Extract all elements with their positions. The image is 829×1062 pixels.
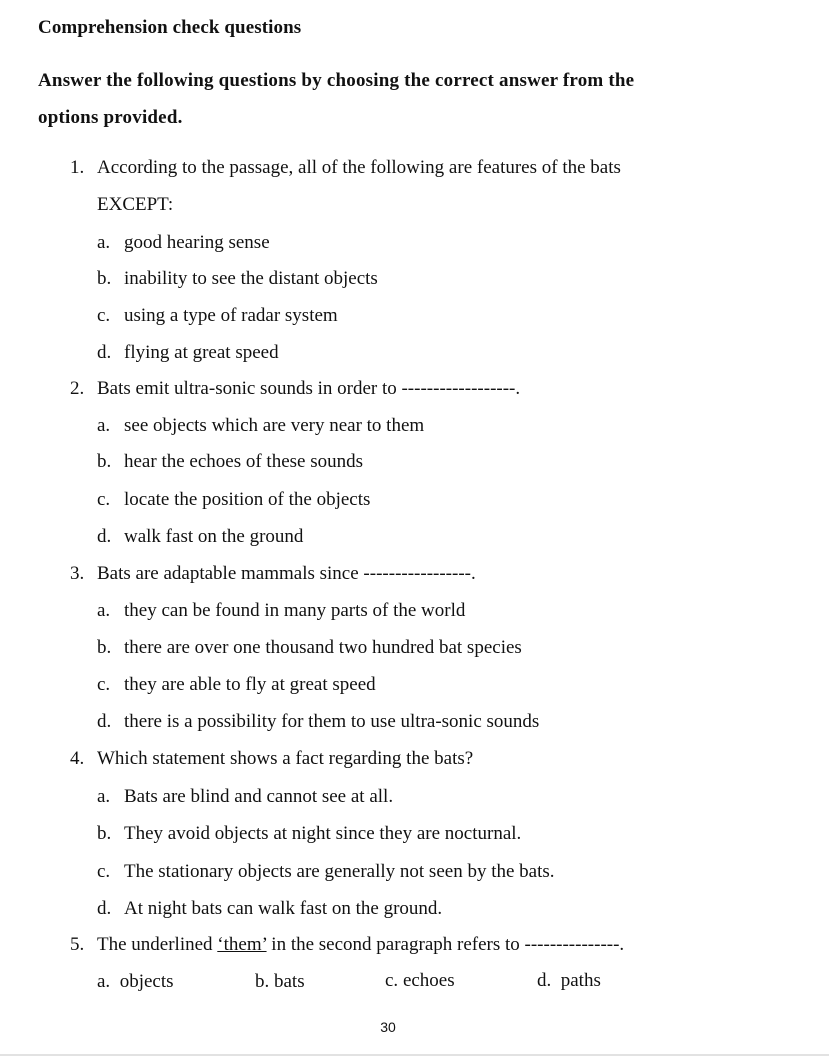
- question-number: 5.: [70, 934, 85, 955]
- question-text: According to the passage, all of the following are features of the bats: [97, 157, 621, 178]
- option-letter: d.: [97, 342, 112, 363]
- option-letter: d.: [97, 898, 112, 919]
- option-letter: b.: [97, 823, 112, 844]
- question-text-after: in the second paragraph refers to ---------------.: [266, 934, 625, 955]
- option-letter: d.: [97, 526, 112, 547]
- option-text: echoes: [402, 970, 455, 991]
- option-text: inability to see the distant objects: [124, 268, 378, 289]
- option-letter: b.: [255, 971, 270, 992]
- question-text-continued: EXCEPT:: [97, 194, 174, 215]
- option-letter: a.: [97, 600, 111, 621]
- question-number: 2.: [70, 378, 85, 399]
- option-letter: b.: [97, 268, 112, 289]
- instructions-line-2: options provided.: [38, 107, 183, 128]
- question-text: Which statement shows a fact regarding the bats?: [97, 748, 474, 769]
- option-letter: b.: [97, 637, 112, 658]
- option-text: locate the position of the objects: [124, 489, 371, 510]
- question-text: [97, 934, 624, 956]
- question-number: 4.: [70, 748, 85, 769]
- option-text: good hearing sense: [124, 232, 270, 253]
- option-c: [385, 970, 455, 992]
- option-text: they are able to fly at great speed: [124, 674, 376, 695]
- option-letter: c.: [97, 305, 111, 326]
- option-letter: a.: [97, 232, 111, 253]
- option-letter: c.: [97, 861, 111, 882]
- option-text: The stationary objects are generally not seen by the bats.: [124, 861, 555, 882]
- option-letter: d.: [537, 970, 552, 991]
- option-text: At night bats can walk fast on the ground.: [124, 898, 443, 919]
- underlined-word: ‘them’: [217, 934, 267, 955]
- option-letter: d.: [97, 711, 112, 732]
- option-text: Bats are blind and cannot see at all.: [124, 786, 394, 807]
- option-letter: a.: [97, 971, 111, 992]
- question-text: Bats are adaptable mammals since -----------------.: [97, 563, 476, 584]
- option-text: using a type of radar system: [124, 305, 338, 326]
- option-text: They avoid objects at night since they are nocturnal.: [124, 823, 522, 844]
- option-letter: b.: [97, 451, 112, 472]
- option-text: there is a possibility for them to use ultra-sonic sounds: [124, 711, 540, 732]
- page-number: 30: [380, 1019, 396, 1035]
- scan-edge-divider: [0, 1054, 829, 1056]
- instructions-line-1: Answer the following questions by choosing the correct answer from the: [38, 70, 635, 91]
- option-text: hear the echoes of these sounds: [124, 451, 364, 472]
- option-d: [537, 970, 601, 992]
- question-number: 3.: [70, 563, 85, 584]
- option-text: flying at great speed: [124, 342, 279, 363]
- option-b: [255, 971, 305, 993]
- option-a: [97, 971, 174, 993]
- question-text-before: The underlined: [97, 934, 218, 955]
- option-letter: a.: [97, 786, 111, 807]
- option-text: see objects which are very near to them: [124, 415, 425, 436]
- option-letter: c.: [97, 674, 111, 695]
- option-text: they can be found in many parts of the world: [124, 600, 466, 621]
- question-text: Bats emit ultra-sonic sounds in order to ------------------.: [97, 378, 521, 399]
- option-text: bats: [274, 971, 305, 992]
- option-letter: c.: [385, 970, 399, 991]
- section-heading: Comprehension check questions: [38, 17, 302, 38]
- option-letter: c.: [97, 489, 111, 510]
- option-text: walk fast on the ground: [124, 526, 304, 547]
- question-number: 1.: [70, 157, 85, 178]
- option-text: there are over one thousand two hundred bat species: [124, 637, 522, 658]
- option-text: objects: [119, 971, 174, 992]
- option-text: paths: [560, 970, 601, 991]
- option-letter: a.: [97, 415, 111, 436]
